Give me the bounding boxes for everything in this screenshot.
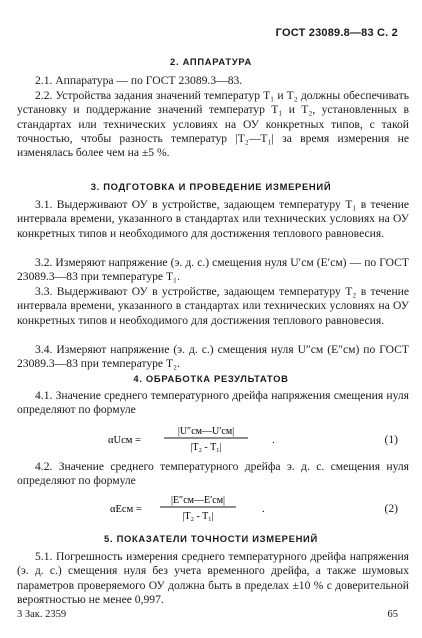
formula-1-dot: . <box>272 434 275 446</box>
section-2-title: 2. АППАРАТУРА <box>170 56 252 67</box>
paragraph-4-1: 4.1. Значение среднего температурного дрейфа напряжения смещения нуля определяют по формуле <box>17 389 409 417</box>
section-5-title: 5. ПОКАЗАТЕЛИ ТОЧНОСТИ ИЗМЕРЕНИЙ <box>104 533 318 544</box>
formula-2-graphic <box>0 488 422 528</box>
formula-1-numerator: |U″см—U′см| <box>177 426 235 437</box>
section-4-title: 4. ОБРАБОТКА РЕЗУЛЬТАТОВ <box>133 373 289 384</box>
formula-1-denominator: |T₂ - T₁| <box>190 442 222 453</box>
paragraph-3-4: 3.4. Измеряют напряжение (э. д. с.) смещения нуля U″см (E″см) по ГОСТ 23089.3—83 при температуре T₂. <box>17 343 409 371</box>
formula-2-numerator: |E″см—E′см| <box>170 495 226 506</box>
section-3-title: 3. ПОДГОТОВКА И ПРОВЕДЕНИЕ ИЗМЕРЕНИЙ <box>90 181 332 192</box>
paragraph-2-2: 2.2. Устройства задания значений температур T₁ и T₂ должны обеспечивать установку и поддержание значений температур T₁ и T₂, установленных в стандартах или технических условиях на ОУ конкретных типов, с такой точностью, чтобы разность температур |T₂—T₁| за время измерения не изменялась более чем на ±5 %. <box>17 89 409 160</box>
paragraph-3-1: 3.1. Выдерживают ОУ в устройстве, задающем температуру T₁ в течение интервала времени, указанного в стандартах или технических условиях на ОУ конкретных типов и необходимого для достижения теплового равновесия. <box>17 198 409 240</box>
formula-2-lhs: αEсм = <box>110 504 142 515</box>
paragraph-3-3: 3.3. Выдерживают ОУ в устройстве, задающем температуру T₂ в течение интервала времени, указанного в стандартах или технических условиях на ОУ конкретных типов и необходимого для достижения теплового равновесия. <box>17 285 409 327</box>
footer-order-number: 3 Зак. 2359 <box>17 609 67 620</box>
page-header: ГОСТ 23089.8—83 С. 2 <box>275 27 398 39</box>
page-number: 65 <box>387 609 398 620</box>
paragraph-5-1: 5.1. Погрешность измерения среднего температурного дрейфа напряжения (э. д. с.) смещения нуля без учета временного дрейфа, а также шумовых параметров проверяемого ОУ должна быть в пределах ±10 % с доверительной вероятностью не менее 0,997. <box>17 550 409 606</box>
paragraph-3-2: 3.2. Измеряют напряжение (э. д. с.) смещения нуля U′см (E′см) — по ГОСТ 23089.3—83 при температуре T₁. <box>17 256 409 284</box>
formula-1-graphic <box>0 419 422 459</box>
formula-2 <box>0 488 422 528</box>
formula-2-dot: . <box>262 503 265 515</box>
formula-2-denominator: |T₂ - T₁| <box>182 511 214 522</box>
formula-1-lhs: αUсм = <box>108 435 141 446</box>
paragraph-4-2: 4.2. Значение среднего температурного дрейфа э. д. с. смещения нуля определяют по формуле <box>17 460 409 488</box>
paragraph-2-1: 2.1. Аппаратура — по ГОСТ 23089.3—83. <box>35 74 243 87</box>
formula-1-number: (1) <box>384 433 398 446</box>
formula-1 <box>0 419 422 459</box>
formula-2-number: (2) <box>384 502 398 515</box>
